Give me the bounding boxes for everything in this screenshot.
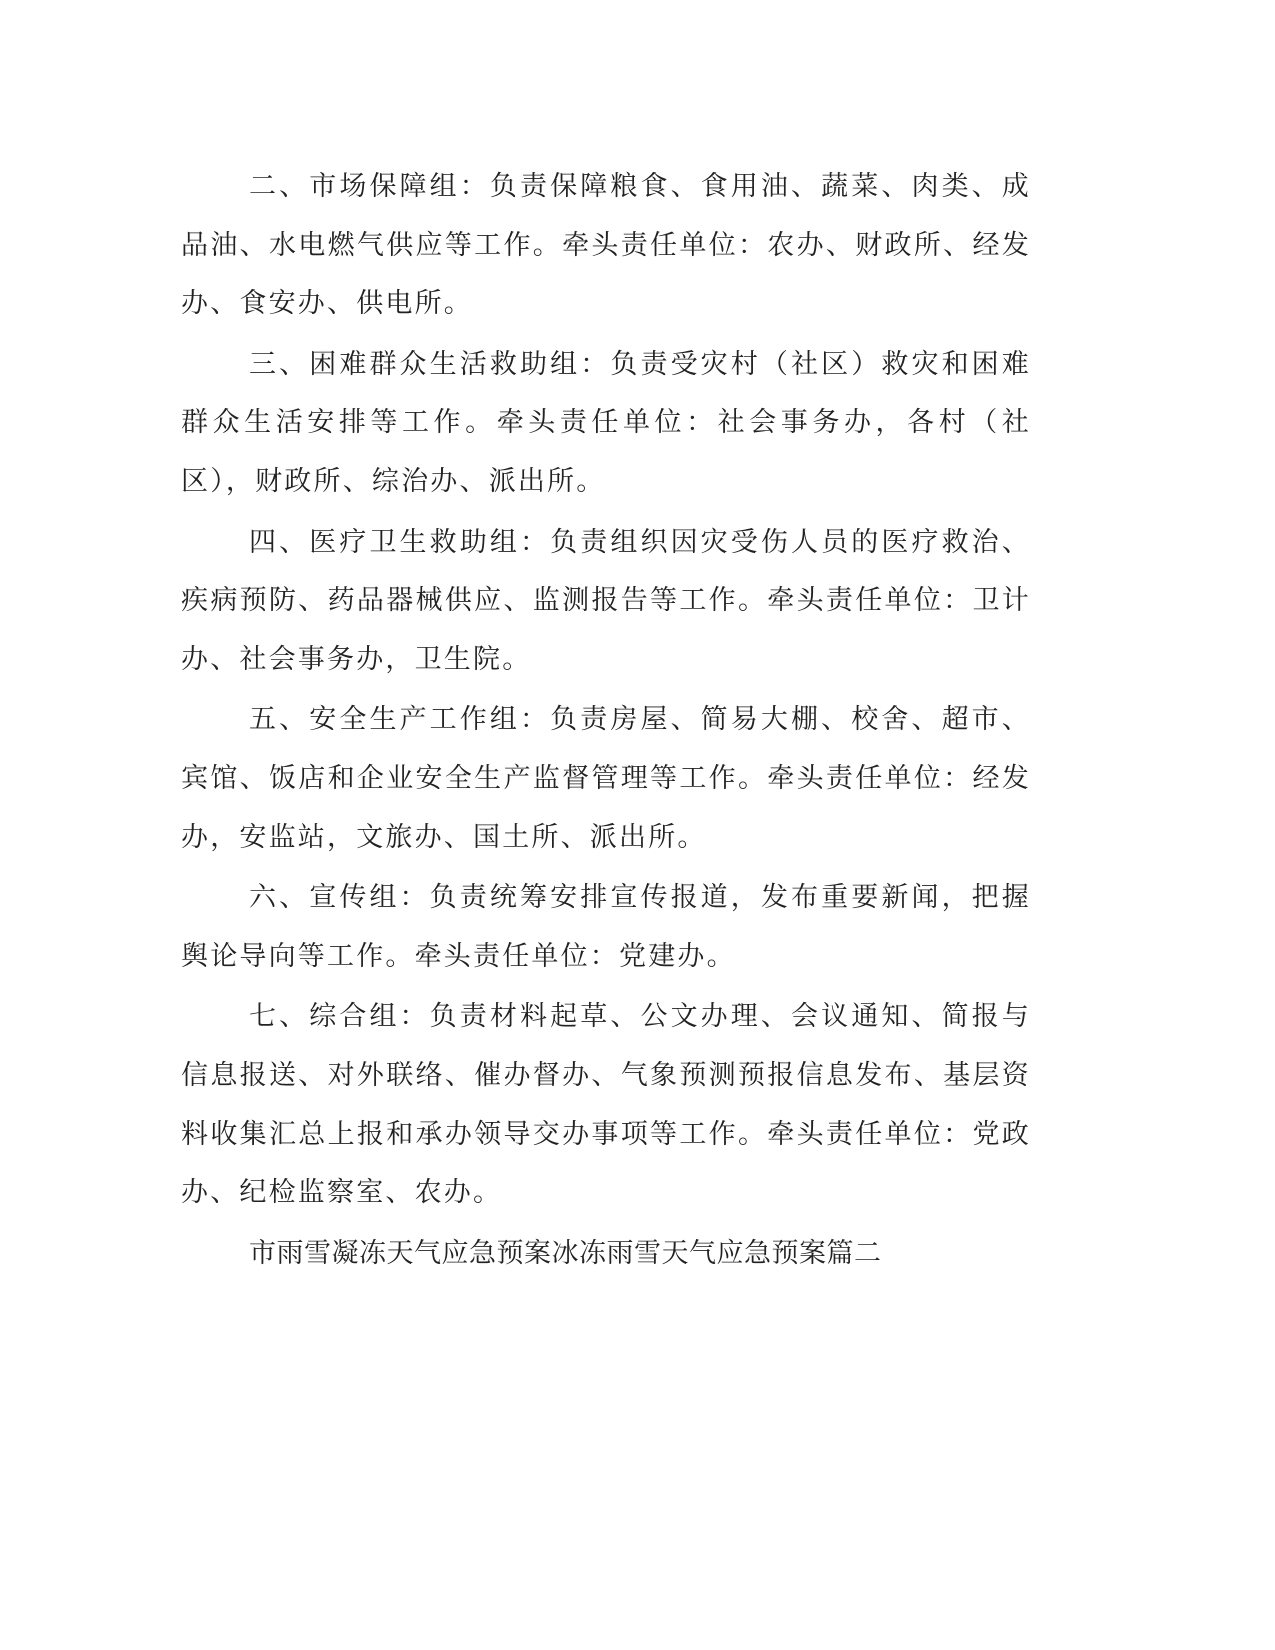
- paragraph-general-group: 七、综合组：负责材料起草、公文办理、会议通知、简报与信息报送、对外联络、催办督办、气象预测预报信息发布、基层资料收集汇总上报和承办领导交办事项等工作。牵头责任单位：党政办、纪检监察室、农办。: [181, 1001, 1031, 1209]
- paragraph-market-guarantee: 二、市场保障组：负责保障粮食、食用油、蔬菜、肉类、成品油、水电燃气供应等工作。牵头责任单位：农办、财政所、经发办、食安办、供电所。: [181, 171, 1031, 320]
- paragraph-relief-group: 三、困难群众生活救助组：负责受灾村（社区）救灾和困难群众生活安排等工作。牵头责任单位：社会事务办，各村（社区），财政所、综治办、派出所。: [181, 348, 1031, 497]
- document-body: [181, 158, 1031, 1285]
- paragraph-medical-group: 四、医疗卫生救助组：负责组织因灾受伤人员的医疗救治、疾病预防、药品器械供应、监测报告等工作。牵头责任单位：卫计办、社会事务办，卫生院。: [181, 526, 1031, 675]
- paragraph-safety-group: 五、安全生产工作组：负责房屋、简易大棚、校舍、超市、宾馆、饭店和企业安全生产监督管理等工作。牵头责任单位：经发办，安监站，文旅办、国土所、派出所。: [181, 704, 1031, 853]
- paragraph-publicity-group: 六、宣传组：负责统筹安排宣传报道，发布重要新闻，把握舆论导向等工作。牵头责任单位：党建办。: [181, 882, 1031, 972]
- section-heading: 市雨雪凝冻天气应急预案冰冻雨雪天气应急预案篇二: [249, 1237, 882, 1269]
